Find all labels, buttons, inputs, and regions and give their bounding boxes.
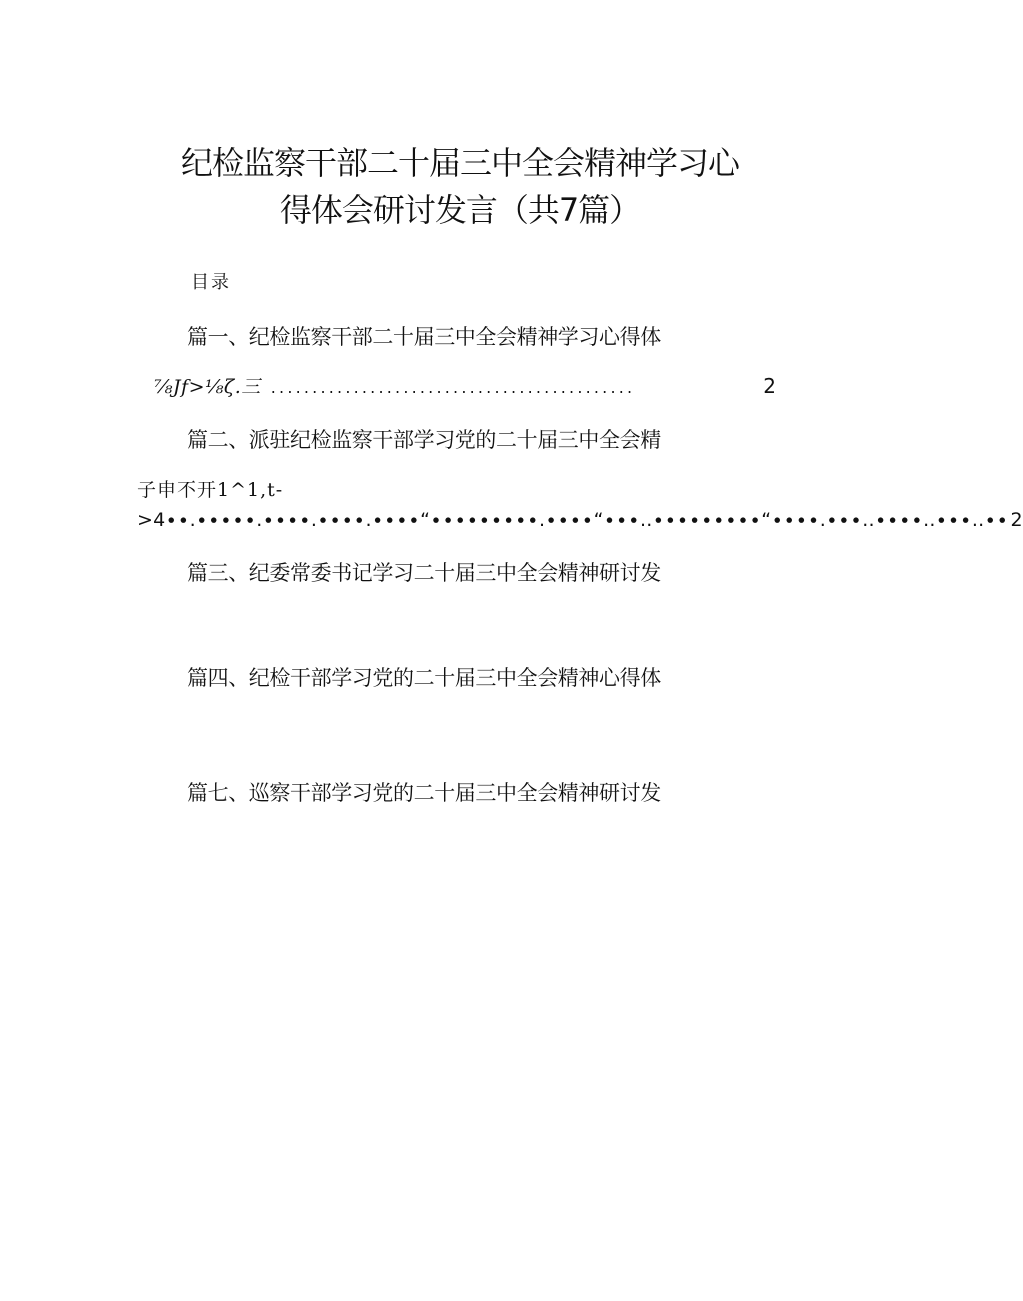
toc-entry-7-title[interactable]: 篇七、巡察干部学习党的二十届三中全会精神研讨发 <box>187 781 661 805</box>
toc-entry-2-continuation-line-1[interactable]: 子申不开1^1,t- <box>137 479 284 501</box>
toc-entry-2-leader-text: >4∙∙.∙∙∙∙∙.∙∙∙∙.∙∙∙∙.∙∙∙∙“∙∙∙∙∙∙∙∙∙.∙∙∙∙“∙∙∙..∙∙∙∙∙∙∙∙∙“∙∙∙∙.∙∙∙..∙∙∙∙..∙∙∙..∙∙ <box>137 509 1009 531</box>
document-title-line-2: 得体会研讨发言（共7篇） <box>279 191 641 229</box>
toc-entry-2-title[interactable]: 篇二、派驻纪检监察干部学习党的二十届三中全会精 <box>187 428 661 452</box>
toc-entry-2-continuation-line-2[interactable] <box>137 506 1023 534</box>
toc-entry-1-page-number: 2 <box>763 374 776 398</box>
toc-entry-1-title[interactable]: 篇一、纪检监察干部二十届三中全会精神学习心得体 <box>187 325 661 349</box>
toc-entry-4-title[interactable]: 篇四、纪检干部学习党的二十届三中全会精神心得体 <box>187 666 661 690</box>
toc-heading: 目录 <box>191 272 231 293</box>
document-title-line-1: 纪检监察干部二十届三中全会精神学习心 <box>180 144 739 182</box>
toc-entry-2-page-number: 2 <box>1010 509 1023 531</box>
toc-entry-3-title[interactable]: 篇三、纪委常委书记学习二十届三中全会精神研讨发 <box>187 561 661 585</box>
toc-entry-1-continuation[interactable] <box>154 372 776 402</box>
toc-entry-1-cont-text: ⅞Jf>⅛ζ.三 <box>154 376 261 398</box>
toc-entry-1-leader-dots: ............................................ <box>270 378 636 397</box>
